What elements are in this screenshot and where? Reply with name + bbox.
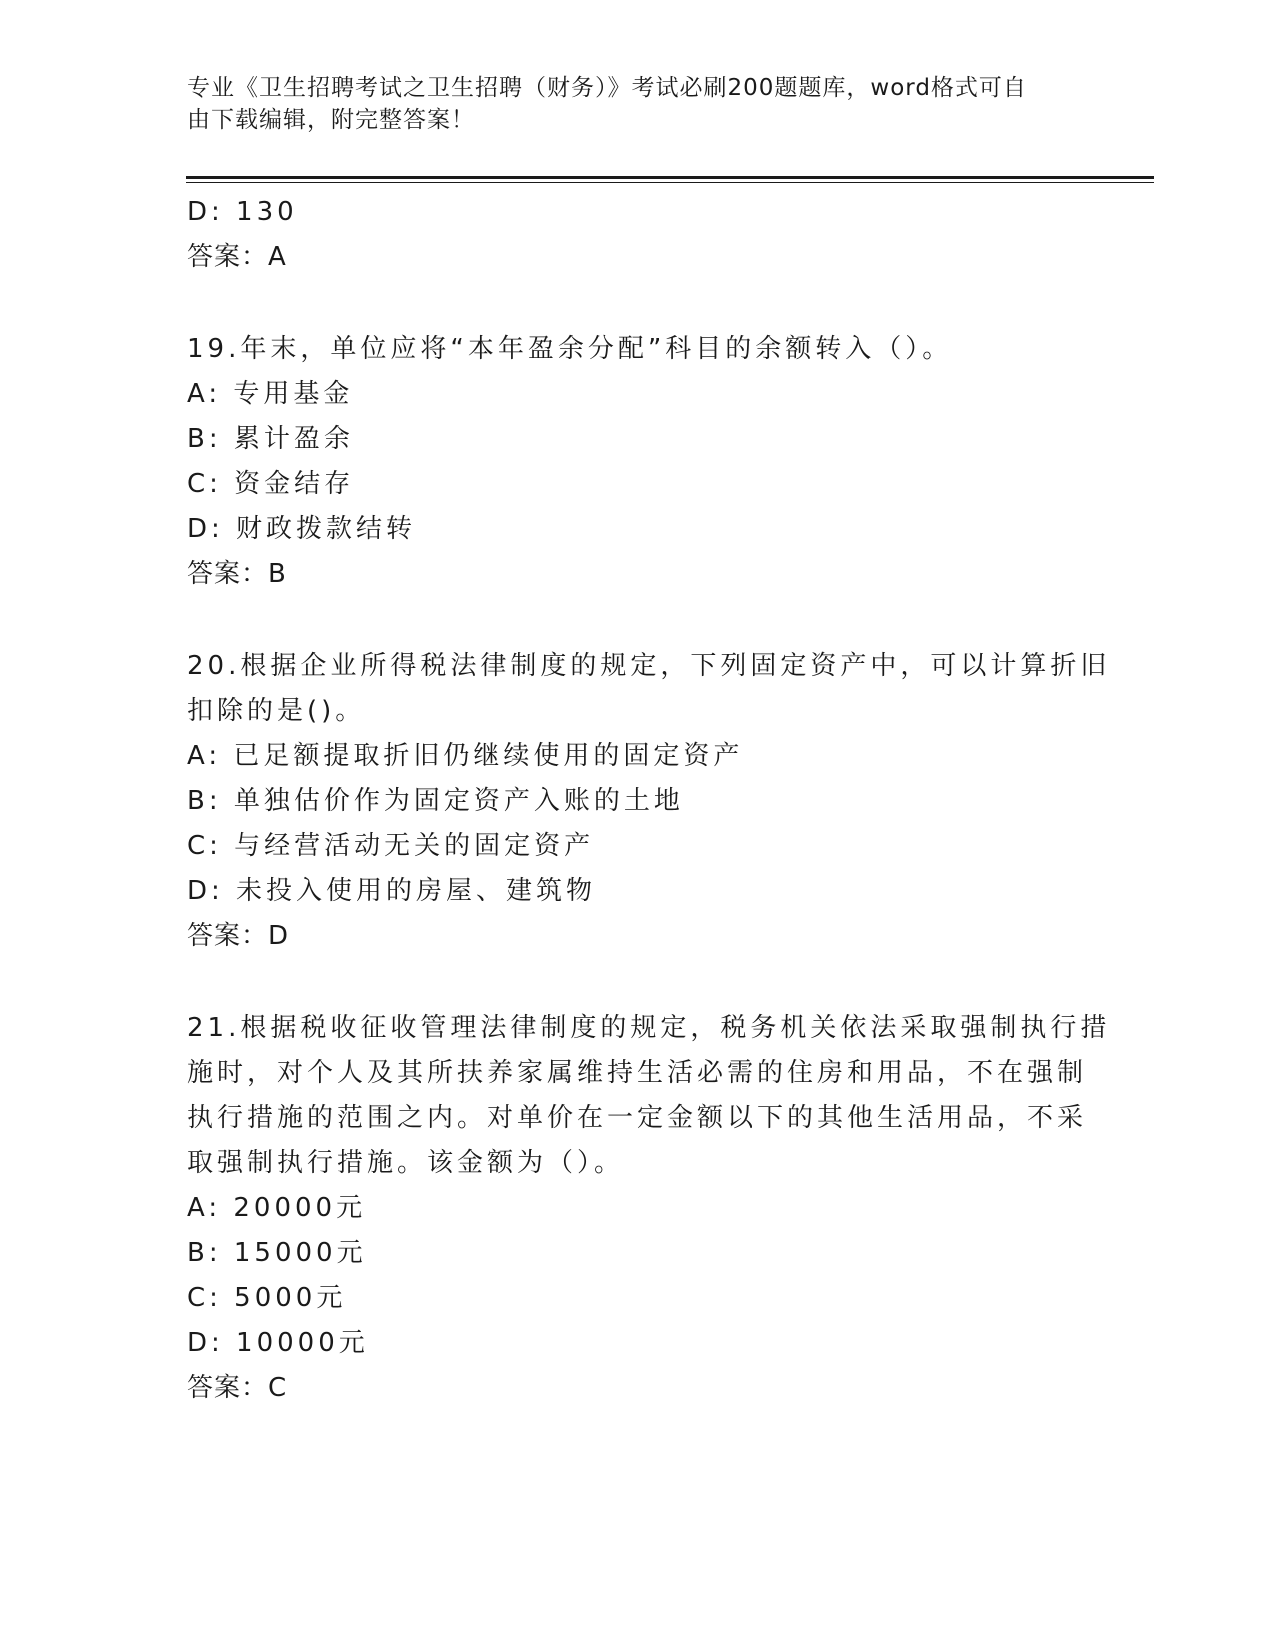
option-c: C: 与经营活动无关的固定资产 xyxy=(187,831,595,861)
option-a: A: 专用基金 xyxy=(187,379,354,409)
question-stem-line: 执行措施的范围之内。对单价在一定金额以下的其他生活用品，不采 xyxy=(187,1103,1088,1133)
option-d: D: 130 xyxy=(187,197,298,227)
header-divider-thin xyxy=(186,182,1154,183)
question-18-tail xyxy=(187,190,1087,280)
question-21 xyxy=(187,1006,1111,1411)
question-list xyxy=(187,190,1111,1411)
option-a: A: 已足额提取折旧仍继续使用的固定资产 xyxy=(187,741,744,771)
question-stem xyxy=(187,1006,1111,1186)
option-d: D: 10000元 xyxy=(187,1328,369,1358)
option-d: D: 财政拨款结转 xyxy=(187,514,417,544)
answer: 答案：B xyxy=(187,559,287,589)
question-stem-line: 19.年末，单位应将“本年盈余分配”科目的余额转入（）。 xyxy=(187,334,953,364)
option-a: A: 20000元 xyxy=(187,1193,367,1223)
option-c: C: 5000元 xyxy=(187,1283,347,1313)
question-stem-line: 扣除的是()。 xyxy=(187,696,366,726)
question-19 xyxy=(187,327,1087,597)
option-d: D: 未投入使用的房屋、建筑物 xyxy=(187,876,597,906)
document-header xyxy=(187,72,1067,136)
option-b: B: 15000元 xyxy=(187,1238,367,1268)
question-stem xyxy=(187,327,1087,372)
answer: 答案：D xyxy=(187,921,290,951)
option-b: B: 累计盈余 xyxy=(187,424,354,454)
option-c: C: 资金结存 xyxy=(187,469,355,499)
question-stem-line: 20.根据企业所得税法律制度的规定，下列固定资产中，可以计算折旧 xyxy=(187,651,1111,681)
answer: 答案：C xyxy=(187,1373,288,1403)
question-stem-line: 取强制执行措施。该金额为（）。 xyxy=(187,1148,625,1178)
question-20 xyxy=(187,644,1111,959)
question-stem-line: 21.根据税收征收管理法律制度的规定，税务机关依法采取强制执行措 xyxy=(187,1013,1111,1043)
header-divider-thick xyxy=(186,176,1154,179)
header-line-1: 专业《卫生招聘考试之卫生招聘（财务）》考试必刷200题题库，word格式可自 xyxy=(187,75,1027,101)
question-stem-line: 施时，对个人及其所扶养家属维持生活必需的住房和用品，不在强制 xyxy=(187,1058,1088,1088)
header-line-2: 由下载编辑，附完整答案！ xyxy=(187,107,475,133)
answer: 答案：A xyxy=(187,242,287,272)
option-b: B: 单独估价作为固定资产入账的土地 xyxy=(187,786,684,816)
question-stem xyxy=(187,644,1111,734)
